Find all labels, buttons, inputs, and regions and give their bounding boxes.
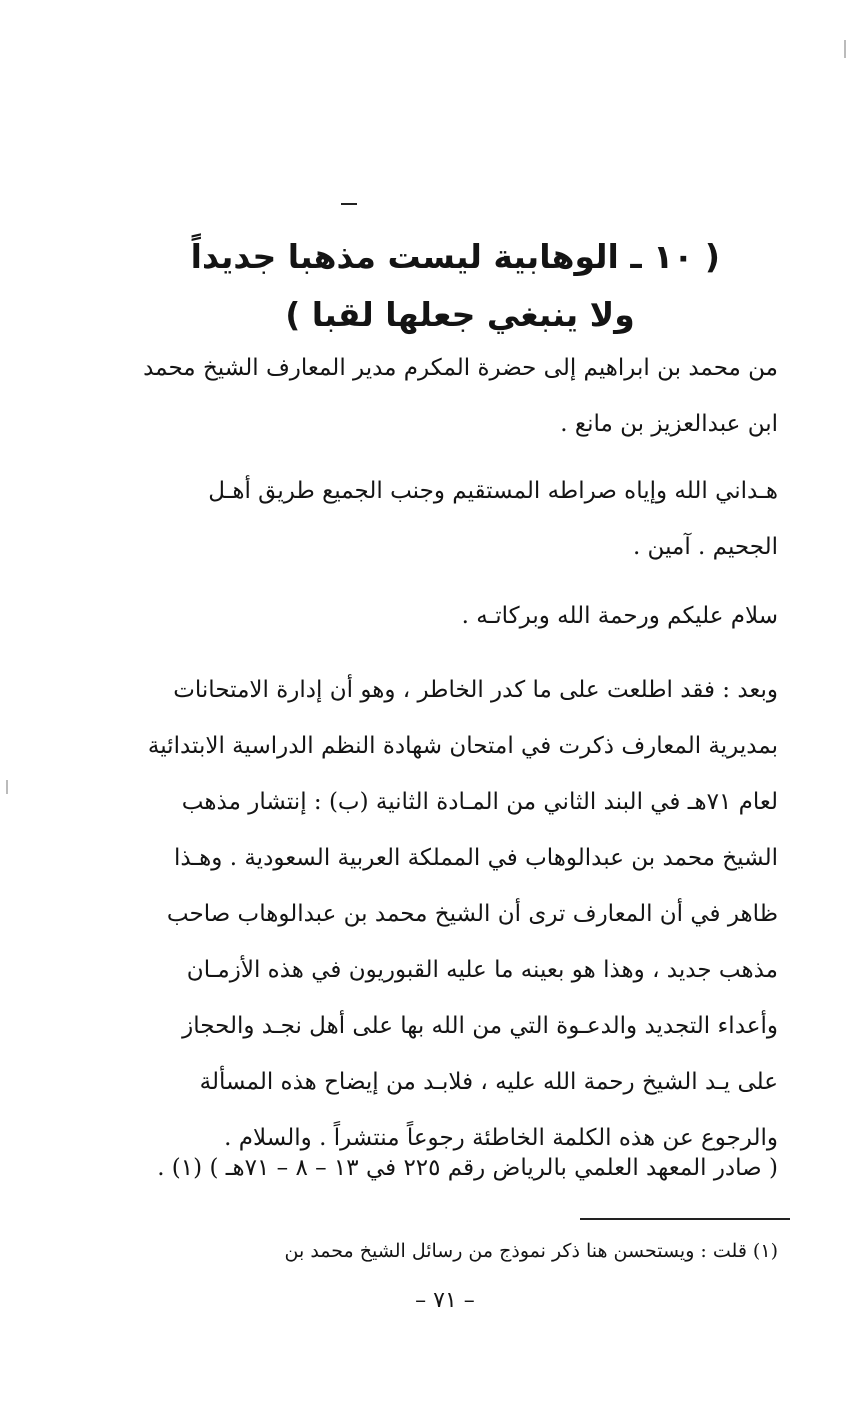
paragraph-body xyxy=(147,662,778,1166)
footnote: (١) قلت : ويستحسن هنا ذكر نموذج من رسائل الشيخ محمد بن xyxy=(284,1240,778,1262)
section-title xyxy=(190,228,720,344)
text-line: لعام ٧١هـ في البند الثاني من المـادة الثانية (ب) : إنتشار مذهب xyxy=(181,789,778,815)
title-line-1: ( ١٠ ـ الوهابية ليست مذهبا جديداً xyxy=(190,237,720,276)
footnote-divider xyxy=(580,1218,790,1220)
top-dash xyxy=(341,203,357,205)
text-line: بمديرية المعارف ذكرت في امتحان شهادة النظم الدراسية الابتدائية xyxy=(147,733,778,759)
text-line: على يـد الشيخ رحمة الله عليه ، فلابـد من إيضاح هذه المسألة xyxy=(199,1069,778,1095)
page-number: – ٧١ – xyxy=(415,1288,475,1313)
text-line: من محمد بن ابراهيم إلى حضرة المكرم مدير المعارف الشيخ محمد xyxy=(143,355,778,381)
paragraph-source xyxy=(157,1140,778,1196)
text-line: ظاهر في أن المعارف ترى أن الشيخ محمد بن عبدالوهاب صاحب xyxy=(166,901,778,927)
text-line: وأعداء التجديد والدعـوة التي من الله بها على أهل نجـد والحجاز xyxy=(182,1013,778,1039)
text-line: والرجوع عن هذه الكلمة الخاطئة رجوعاً منتشراً . والسلام . xyxy=(224,1125,778,1151)
paragraph-prayer xyxy=(166,463,778,575)
text-line: الجحيم . آمين . xyxy=(632,534,778,560)
paragraph-salutation xyxy=(143,340,778,452)
title-line-2: ولا ينبغي جعلها لقبا ) xyxy=(285,295,635,334)
scan-edge-mark xyxy=(6,780,8,794)
scan-edge-mark xyxy=(844,40,846,58)
paragraph-greeting xyxy=(166,588,778,644)
text-line: مذهب جديد ، وهذا هو بعينه ما عليه القبوريون في هذه الأزمـان xyxy=(186,957,778,983)
text-line: سلام عليكم ورحمة الله وبركاتـه . xyxy=(461,603,778,629)
text-line: وبعد : فقد اطلعت على ما كدر الخاطر ، وهو أن إدارة الامتحانات xyxy=(173,677,778,703)
text-line: هـداني الله وإياه صراطه المستقيم وجنب الجميع طريق أهـل xyxy=(208,478,778,504)
text-line: الشيخ محمد بن عبدالوهاب في المملكة العربية السعودية . وهـذا xyxy=(173,845,778,871)
text-line: ( صادر المعهد العلمي بالرياض رقم ٢٢٥ في ١٣ – ٨ – ٧١هـ ) (١) . xyxy=(157,1155,778,1181)
text-line: ابن عبدالعزيز بن مانع . xyxy=(560,411,778,437)
